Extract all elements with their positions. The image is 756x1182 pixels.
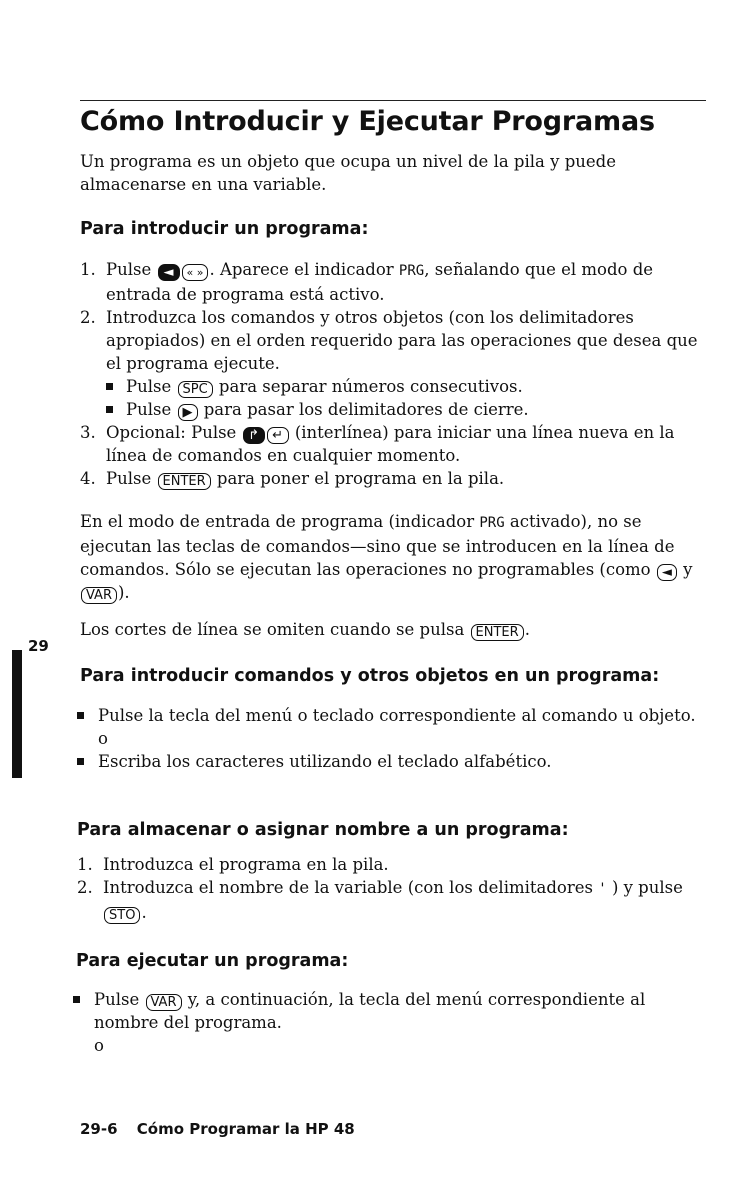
header-rule [80, 100, 706, 101]
step-item [80, 258, 706, 306]
bullet-icon [77, 758, 84, 765]
section-heading-run-program: Para ejecutar un programa: [76, 951, 349, 971]
step-number: 1. [80, 260, 96, 279]
step-text: ) y pulse [611, 878, 683, 897]
step-text: Introduzca los comandos y otros objetos (con los delimitadores apropiados) en el orden requerido para las operaciones que desea que el programa ejecute. [106, 308, 698, 373]
bullet-icon [106, 383, 113, 390]
sub-text: Pulse [126, 400, 172, 419]
or-separator [94, 1034, 694, 1057]
sub-item [106, 398, 706, 421]
sto-key: STO [104, 907, 140, 924]
step-item [80, 467, 706, 490]
left-arrow-key-icon: ◄ [657, 564, 677, 581]
para-text: . [524, 620, 530, 639]
left-shift-key-icon: ◄ [158, 264, 180, 281]
or-text: o [94, 1036, 104, 1055]
bullet-icon [73, 996, 80, 1003]
sub-text: para pasar los delimitadores de cierre. [203, 400, 529, 419]
sub-item [106, 375, 706, 398]
bullet-icon [106, 406, 113, 413]
step-text: . Aparece el indicador [209, 260, 394, 279]
step-text: , señalando que el modo de entrada de programa está activo. [106, 260, 654, 304]
step-text: para poner el programa en la pila. [216, 469, 505, 488]
spc-key: SPC [178, 381, 213, 398]
step-text: Opcional: Pulse [106, 423, 237, 442]
para-text: activado), no se ejecutan las teclas de comandos—sino que se introducen en la línea de comandos. Sólo se ejecutan las operaciones no programables (como [80, 512, 675, 579]
step-number: 4. [80, 469, 96, 488]
program-delimiter-key: « » [182, 264, 209, 281]
step-number: 3. [80, 423, 96, 442]
quote-delimiter: ' [598, 881, 607, 897]
program-mode-paragraph [80, 510, 700, 604]
para-text: y [683, 560, 693, 579]
section-heading-enter-program: Para introducir un programa: [80, 219, 369, 239]
list-item [98, 750, 698, 773]
step-text: Pulse [106, 260, 152, 279]
list-item-text: Pulse [94, 990, 140, 1009]
chapter-tab-number: 29 [28, 637, 49, 655]
var-key: VAR [81, 587, 117, 604]
list-item-text: Escriba los caracteres utilizando el teclado alfabético. [98, 752, 552, 771]
step-number: 2. [80, 308, 96, 327]
section-heading-enter-commands: Para introducir comandos y otros objetos en un programa: [80, 666, 660, 686]
or-separator [98, 727, 698, 750]
prg-indicator: PRG [398, 263, 425, 279]
step-text: (interlínea) para iniciar una línea nueva en la línea de comandos en cualquier momento. [106, 423, 675, 465]
para-text: ). [118, 583, 130, 602]
intro-paragraph: Un programa es un objeto que ocupa un nivel de la pila y puede almacenarse en una variable. [80, 152, 616, 194]
footer-page-number: 29-6 [80, 1120, 118, 1138]
right-arrow-key-icon: ▶ [178, 404, 198, 421]
newline-key-icon: ↵ [267, 427, 289, 444]
footer-title: Cómo Programar la HP 48 [136, 1120, 355, 1138]
page-footer [80, 1120, 355, 1138]
enter-program-steps [80, 258, 706, 490]
step-text: Introduzca el programa en la pila. [103, 855, 389, 874]
var-key: VAR [146, 994, 182, 1011]
run-program-list [94, 988, 694, 1057]
step-text: Introduzca el nombre de la variable (con los delimitadores [103, 878, 593, 897]
step-item [80, 306, 706, 421]
list-item [98, 704, 698, 727]
step-sublist [106, 375, 706, 421]
or-text: o [98, 729, 108, 748]
sub-text: Pulse [126, 377, 172, 396]
line-break-paragraph [80, 618, 700, 641]
list-item-text: Pulse la tecla del menú o teclado correspondiente al comando u objeto. [98, 706, 696, 725]
step-text: . [141, 903, 147, 922]
step-item [77, 876, 703, 924]
list-item-text: y, a continuación, la tecla del menú correspondiente al nombre del programa. [94, 990, 646, 1032]
store-program-steps [77, 853, 703, 924]
para-text: En el modo de entrada de programa (indicador [80, 512, 475, 531]
bullet-icon [77, 712, 84, 719]
chapter-tab-bar [12, 650, 22, 778]
para-text: Los cortes de línea se omiten cuando se pulsa [80, 620, 465, 639]
step-item [80, 421, 706, 467]
step-number: 2. [77, 878, 93, 897]
sub-text: para separar números consecutivos. [218, 377, 523, 396]
step-item [77, 853, 703, 876]
enter-commands-list [98, 704, 698, 773]
enter-key: ENTER [158, 473, 211, 490]
page-title: Cómo Introducir y Ejecutar Programas [80, 106, 655, 137]
step-text: Pulse [106, 469, 152, 488]
step-number: 1. [77, 855, 93, 874]
list-item [94, 988, 694, 1034]
prg-indicator: PRG [479, 515, 505, 531]
enter-key: ENTER [471, 624, 524, 641]
right-shift-key-icon: ↱ [243, 427, 265, 444]
section-heading-store-program: Para almacenar o asignar nombre a un programa: [77, 820, 569, 840]
